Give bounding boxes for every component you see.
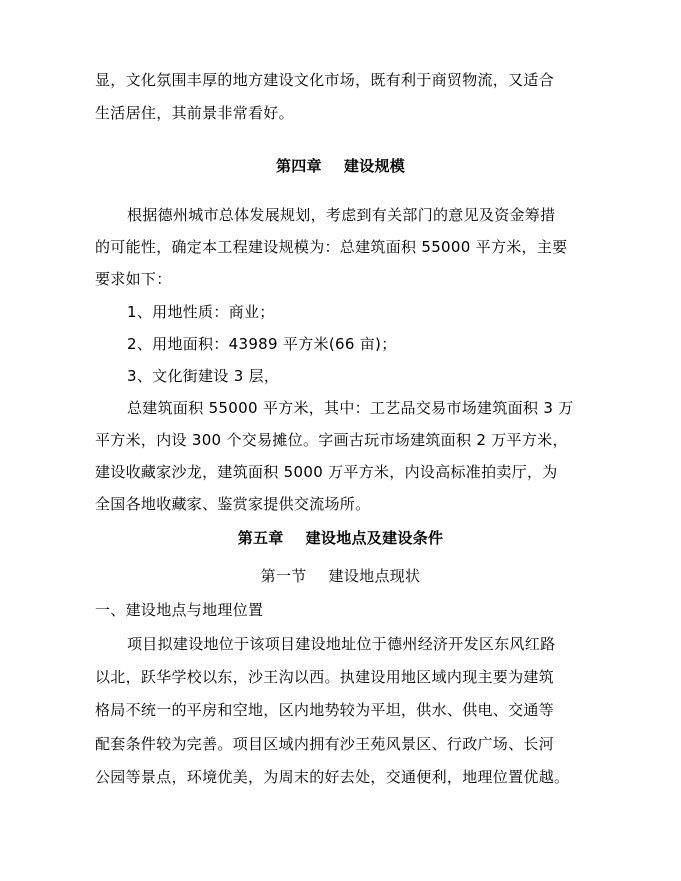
paragraph-line: 的可能性，确定本工程建设规模为：总建筑面积 55000 平方米，主要 (95, 238, 568, 256)
chapter-title: 建设规模 (343, 157, 406, 175)
paragraph-line: 要求如下： (95, 270, 172, 288)
paragraph-line: 建设收藏家沙龙，建筑面积 5000 万平方米，内设高标准拍卖厅，为 (95, 463, 558, 481)
paragraph-line: 公园等景点，环境优美，为周末的好去处，交通便利，地理位置优越。 (95, 768, 570, 786)
section-label: 第一节 (260, 567, 307, 585)
chapter-heading (0, 156, 681, 176)
paragraph-line: 平方米，内设 300 个交易摊位。字画古玩市场建筑面积 2 万平方米， (95, 431, 568, 449)
paragraph-line: 以北，跃华学校以东，沙王沟以西。执建设用地区域内现主要为建筑 (95, 668, 555, 686)
list-item: 1、用地性质：商业； (127, 303, 275, 321)
paragraph-line: 配套条件较为完善。项目区域内拥有沙王苑风景区、行政广场、长河 (95, 735, 555, 753)
paragraph-line: 项目拟建设地位于该项目建设地址位于德州经济开发区东风红路 (127, 635, 556, 653)
chapter-title: 建设地点及建设条件 (305, 529, 444, 547)
paragraph-line: 根据德州城市总体发展规划，考虑到有关部门的意见及资金筹措 (127, 206, 556, 224)
list-item: 3、文化街建设 3 层， (127, 367, 280, 385)
paragraph-line: 全国各地收藏家、鉴赏家提供交流场所。 (95, 495, 371, 513)
section-title: 建设地点现状 (328, 567, 421, 585)
chapter-label: 第四章 (275, 157, 322, 175)
chapter-heading (0, 528, 681, 548)
paragraph-line: 生活居住，其前景非常看好。 (95, 104, 294, 122)
paragraph-line: 显，文化氛围丰厚的地方建设文化市场，既有利于商贸物流，又适合 (95, 71, 555, 89)
list-item: 2、用地面积：43989 平方米(66 亩)； (127, 335, 397, 353)
chapter-label: 第五章 (237, 529, 284, 547)
paragraph-line: 总建筑面积 55000 平方米，其中：工艺品交易市场建筑面积 3 万 (127, 399, 574, 417)
subsection-heading: 一、建设地点与地理位置 (95, 601, 264, 619)
section-heading (0, 566, 681, 586)
paragraph-line: 格局不统一的平房和空地，区内地势较为平坦，供水、供电、交通等 (95, 701, 555, 719)
